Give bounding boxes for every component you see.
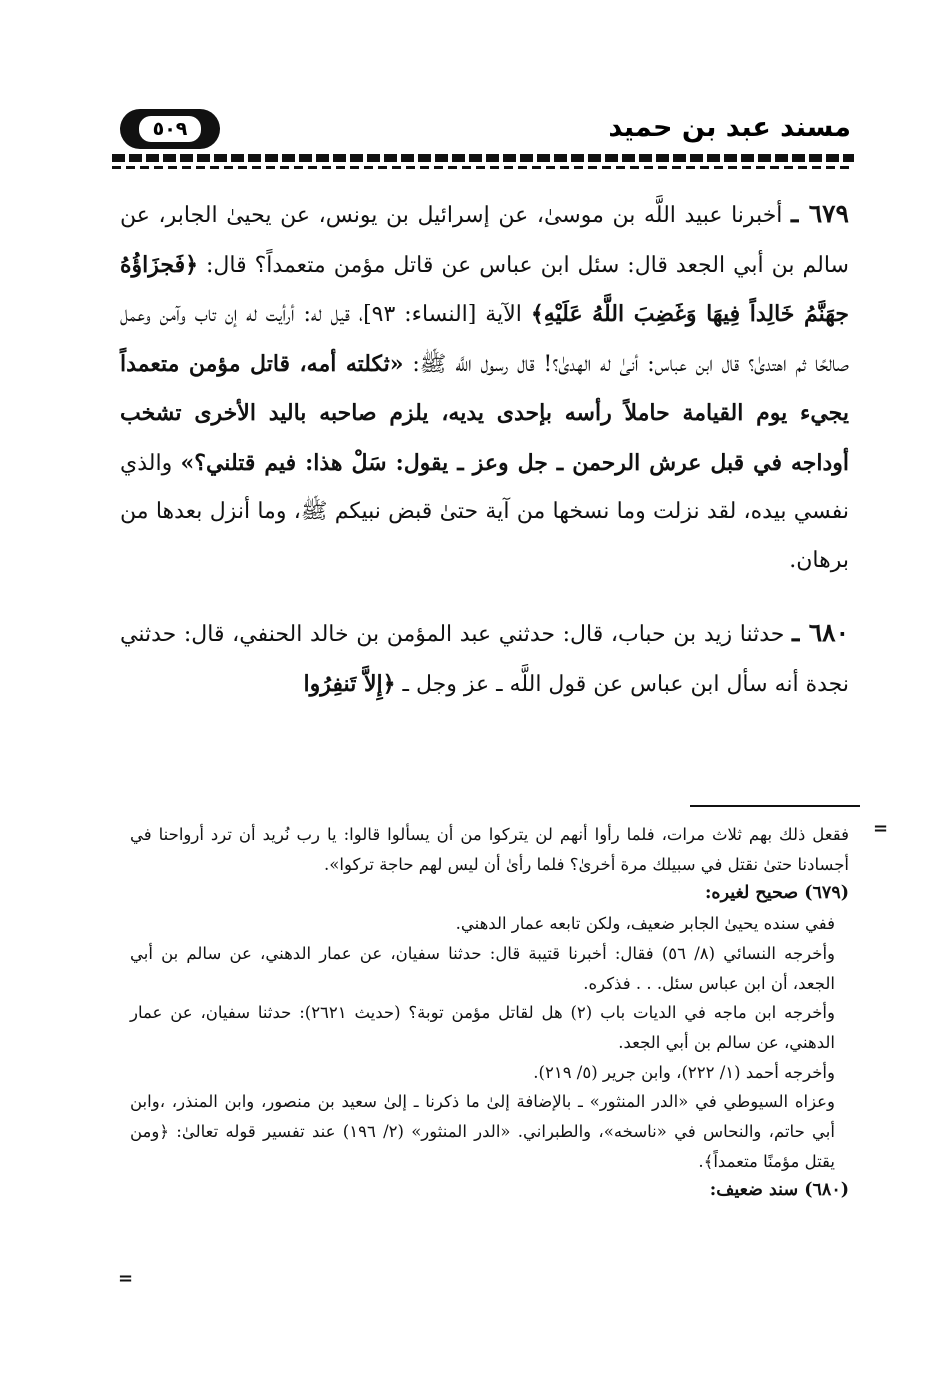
main-text bbox=[120, 190, 849, 733]
hadith-text: حدثنا زيد بن حباب، قال: حدثني عبد المؤمن بن خالد الحنفي، قال: حدثني نجدة أنه سأل ابن عباس عن قول اللَّه ـ عز وجل ـ bbox=[120, 622, 849, 697]
footnote-continuation: فقعل ذلك بهم ثلاث مرات، فلما رأوا أنهم لن يتركوا من أن يسألوا قالوا: يا رب نُريد أن ترد أرواحنا في أجسادنا حتىٰ نقتل في سبيلك مرة أخرىٰ؟ فلما رأىٰ أن ليس لهم حاجة تركوا». bbox=[130, 825, 849, 874]
running-title: مسند عبد بن حميد bbox=[608, 112, 851, 143]
footnotes bbox=[130, 820, 849, 1206]
footnote-grade-679: (٦٧٩) صحيح لغيره: bbox=[704, 883, 849, 904]
continuation-mark: = bbox=[873, 818, 889, 839]
hadith-number: ٦٧٩ ـ bbox=[791, 199, 849, 228]
hadith-679 bbox=[120, 190, 849, 585]
hadith-text: أخبرنا عبيد اللَّه بن موسىٰ، عن إسرائيل بن يونس، عن يحيىٰ الجابر، عن سالم بن أبي الجعد قال: سئل ابن عباس عن قاتل مؤمن متعمداً؟ قال: bbox=[120, 203, 849, 278]
footnote-divider bbox=[690, 805, 860, 807]
page-header bbox=[120, 104, 851, 152]
prophetic-saying: «ثكلته أمه، قاتل مؤمن متعمداً يجيء يوم القيامة حاملاً رأسه بإحدى يديه، يلزم صاحبه باليد الأخرى تشخب أوداجه في قبل عرش الرحمن ـ جل وعز ـ يقول: سَلْ هذا: فيم قتلني؟» bbox=[120, 350, 849, 476]
hadith-680 bbox=[120, 609, 849, 709]
footnote-note: وأخرجه أحمد (١/ ٢٢٢)، وابن جرير (٥/ ٢١٩). bbox=[533, 1062, 835, 1082]
footnote-note: وأخرجه ابن ماجه في الديات باب (٢) هل لقاتل مؤمن توبة؟ (حديث ٢٦٢١): حدثنا سفيان، عن عمار الدهني، عن سالم بن أبي الجعد. bbox=[130, 1003, 835, 1052]
header-divider-secondary bbox=[112, 166, 854, 169]
footnote-grade-680: (٦٨٠) سند ضعيف: bbox=[709, 1180, 849, 1201]
header-divider bbox=[112, 154, 854, 162]
page-number-badge bbox=[120, 109, 220, 149]
hadith-text: الآية [النساء: ٩٣]، قيل له: أرأيت له إن تاب وآمن وعمل صالحًا ثم اهتدىٰ؟ قال ابن عباس: أنىٰ له الهدىٰ؟! قال رسول اللَّه ﷺ: bbox=[120, 302, 849, 377]
hadith-number: ٦٨٠ ـ bbox=[792, 618, 850, 647]
hadith-text: والذي نفسي بيده، لقد نزلت وما نسخها من آية حتىٰ قبض نبيكم ﷺ، وما أنزل بعدها من برهان. bbox=[120, 450, 849, 573]
page-number: ٥٠٩ bbox=[139, 116, 202, 142]
footnote-note: ففي سنده يحيىٰ الجابر ضعيف، ولكن تابعه عمار الدهني. bbox=[455, 914, 835, 934]
footnote-note: وعزاه السيوطي في «الدر المنثور» ـ بالإضافة إلىٰ ما ذكرنا ـ إلىٰ سعيد بن منصور، وابن المنذر، ،وابن أبي حاتم، والنحاس في «ناسخه»، والطبراني. «الدر المنثور» (٢/ ١٩٦) عند تفسير قوله تعالىٰ: ﴿ومن يقتل مؤمنًا متعمداً﴾. bbox=[130, 1092, 835, 1171]
footnote-note: وأخرجه النسائي (٨/ ٥٦) فقال: أخبرنا قتيبة قال: حدثنا سفيان، عن عمار الدهني، عن سالم بن أبي الجعد، أن ابن عباس سئل. . . فذكره. bbox=[130, 943, 835, 993]
continuation-mark: = bbox=[118, 1268, 134, 1289]
quran-verse: ﴿فَجزَاؤُهُ جهَنَّمُ خَالِداً فِيهَا وَغَضِبَ اللَّهُ عَلَيْهِ﴾ bbox=[120, 251, 850, 327]
quran-verse: ﴿إِلاَّ تَنفِرُوا bbox=[303, 670, 396, 697]
